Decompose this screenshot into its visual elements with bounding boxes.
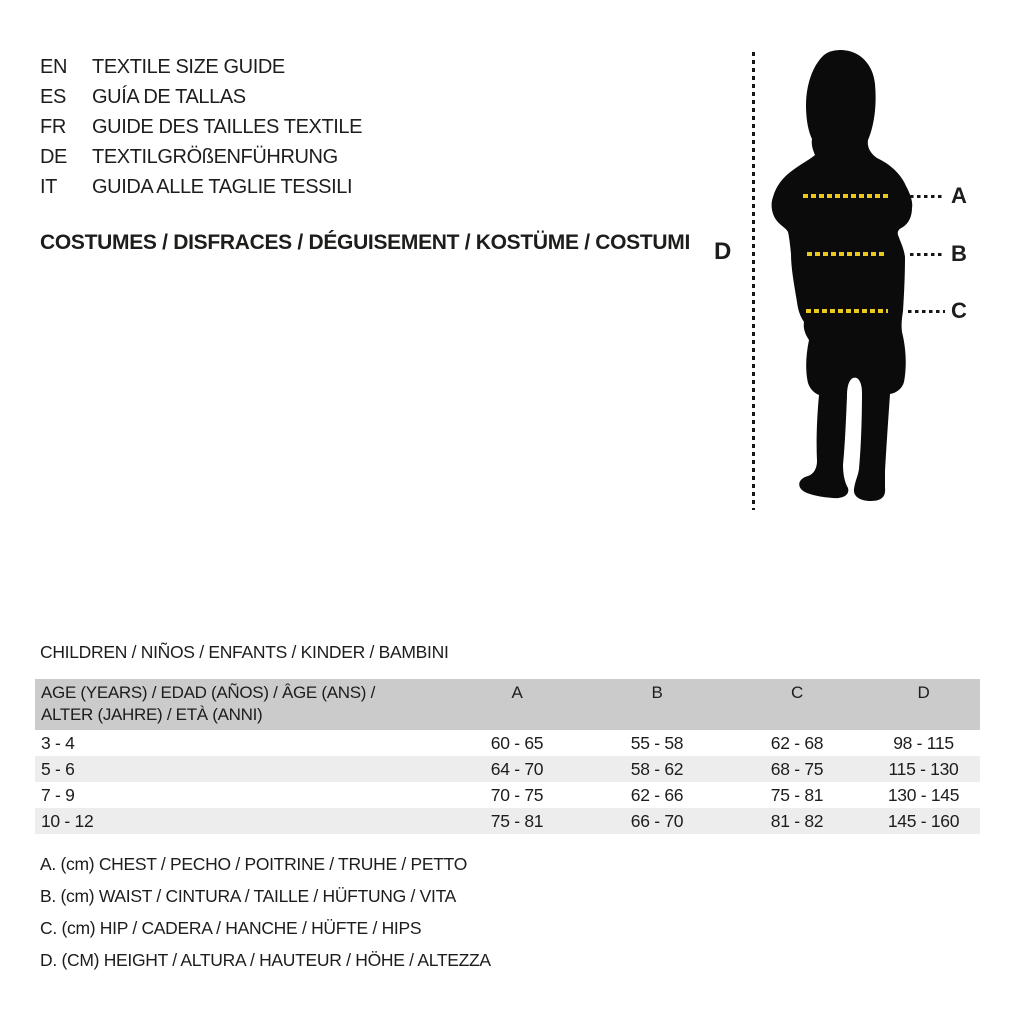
measurement-figure	[700, 42, 1000, 522]
height-cell: 98 - 115	[893, 733, 954, 753]
waist-measure-line	[807, 252, 885, 256]
column-header-a: A	[511, 683, 523, 702]
language-code: EN	[40, 56, 67, 78]
waist-cell: 58 - 62	[630, 759, 684, 779]
chest-cell: 64 - 70	[490, 759, 544, 779]
column-header-c: C	[791, 683, 803, 702]
hip-c-label: C	[951, 298, 967, 323]
waist-cell: 66 - 70	[630, 811, 684, 831]
category-title: COSTUMES / DISFRACES / DÉGUISEMENT / KOSTÜME / COSTUMI	[40, 231, 691, 254]
language-code: ES	[40, 86, 66, 108]
height-cell: 115 - 130	[888, 759, 959, 779]
height-cell: 130 - 145	[887, 785, 960, 805]
waist-cell: 62 - 66	[630, 785, 684, 805]
language-label: GUÍA DE TALLAS	[92, 86, 246, 108]
legend-hip: C. (cm) HIP / CADERA / HANCHE / HÜFTE / HIPS	[40, 918, 422, 938]
age-cell: 10 - 12	[41, 811, 94, 831]
age-header-line1: AGE (YEARS) / EDAD (AÑOS) / ÂGE (ANS) /	[41, 683, 376, 702]
waist-cell: 55 - 58	[630, 733, 684, 753]
language-label: TEXTILGRÖßENFÜHRUNG	[92, 146, 338, 168]
age-header-line2: ALTER (JAHRE) / ETÀ (ANNI)	[41, 705, 263, 724]
chest-pointer-line	[910, 195, 945, 198]
language-row-it	[40, 172, 362, 202]
language-label: GUIDE DES TAILLES TEXTILE	[92, 116, 363, 138]
table-row	[35, 782, 980, 808]
language-row-es	[40, 82, 362, 112]
language-code: DE	[40, 146, 67, 168]
legend-waist: B. (cm) WAIST / CINTURA / TAILLE / HÜFTUNG / VITA	[40, 886, 457, 906]
language-row-de	[40, 142, 362, 172]
waist-b-label: B	[951, 241, 967, 266]
table-row	[35, 808, 980, 834]
language-title-list	[40, 52, 362, 202]
hip-cell: 81 - 82	[770, 811, 824, 831]
table-title: CHILDREN / NIÑOS / ENFANTS / KINDER / BAMBINI	[40, 642, 449, 662]
column-header-b: B	[651, 683, 663, 702]
chest-a-label: A	[951, 183, 967, 208]
language-label: GUIDA ALLE TAGLIE TESSILI	[92, 176, 353, 198]
legend-chest: A. (cm) CHEST / PECHO / POITRINE / TRUHE / PETTO	[40, 854, 468, 874]
waist-pointer-line	[910, 253, 945, 256]
hip-cell: 75 - 81	[770, 785, 824, 805]
hip-measure-line	[806, 309, 888, 313]
language-code: FR	[40, 116, 66, 138]
age-column-header	[35, 679, 447, 730]
hip-cell: 68 - 75	[770, 759, 824, 779]
hip-pointer-line	[908, 310, 945, 313]
column-header-d: D	[917, 683, 930, 702]
language-row-fr	[40, 112, 362, 142]
table-row	[35, 730, 980, 756]
age-cell: 5 - 6	[41, 759, 75, 779]
height-dotted-line	[752, 52, 755, 510]
language-code: IT	[40, 176, 57, 198]
age-cell: 3 - 4	[41, 733, 75, 753]
height-cell: 145 - 160	[887, 811, 960, 831]
chest-measure-line	[803, 194, 888, 198]
chest-cell: 60 - 65	[490, 733, 544, 753]
hip-cell: 62 - 68	[770, 733, 824, 753]
measurement-legend	[40, 848, 491, 976]
language-row-en	[40, 52, 362, 82]
chest-cell: 70 - 75	[490, 785, 544, 805]
chest-cell: 75 - 81	[490, 811, 544, 831]
legend-height: D. (CM) HEIGHT / ALTURA / HAUTEUR / HÖHE / ALTEZZA	[40, 950, 491, 970]
child-silhouette	[762, 48, 922, 508]
height-d-label: D	[714, 238, 732, 265]
table-row	[35, 756, 980, 782]
age-cell: 7 - 9	[41, 785, 75, 805]
table-header-row	[35, 679, 980, 730]
size-table	[35, 679, 980, 834]
language-label: TEXTILE SIZE GUIDE	[92, 56, 285, 78]
